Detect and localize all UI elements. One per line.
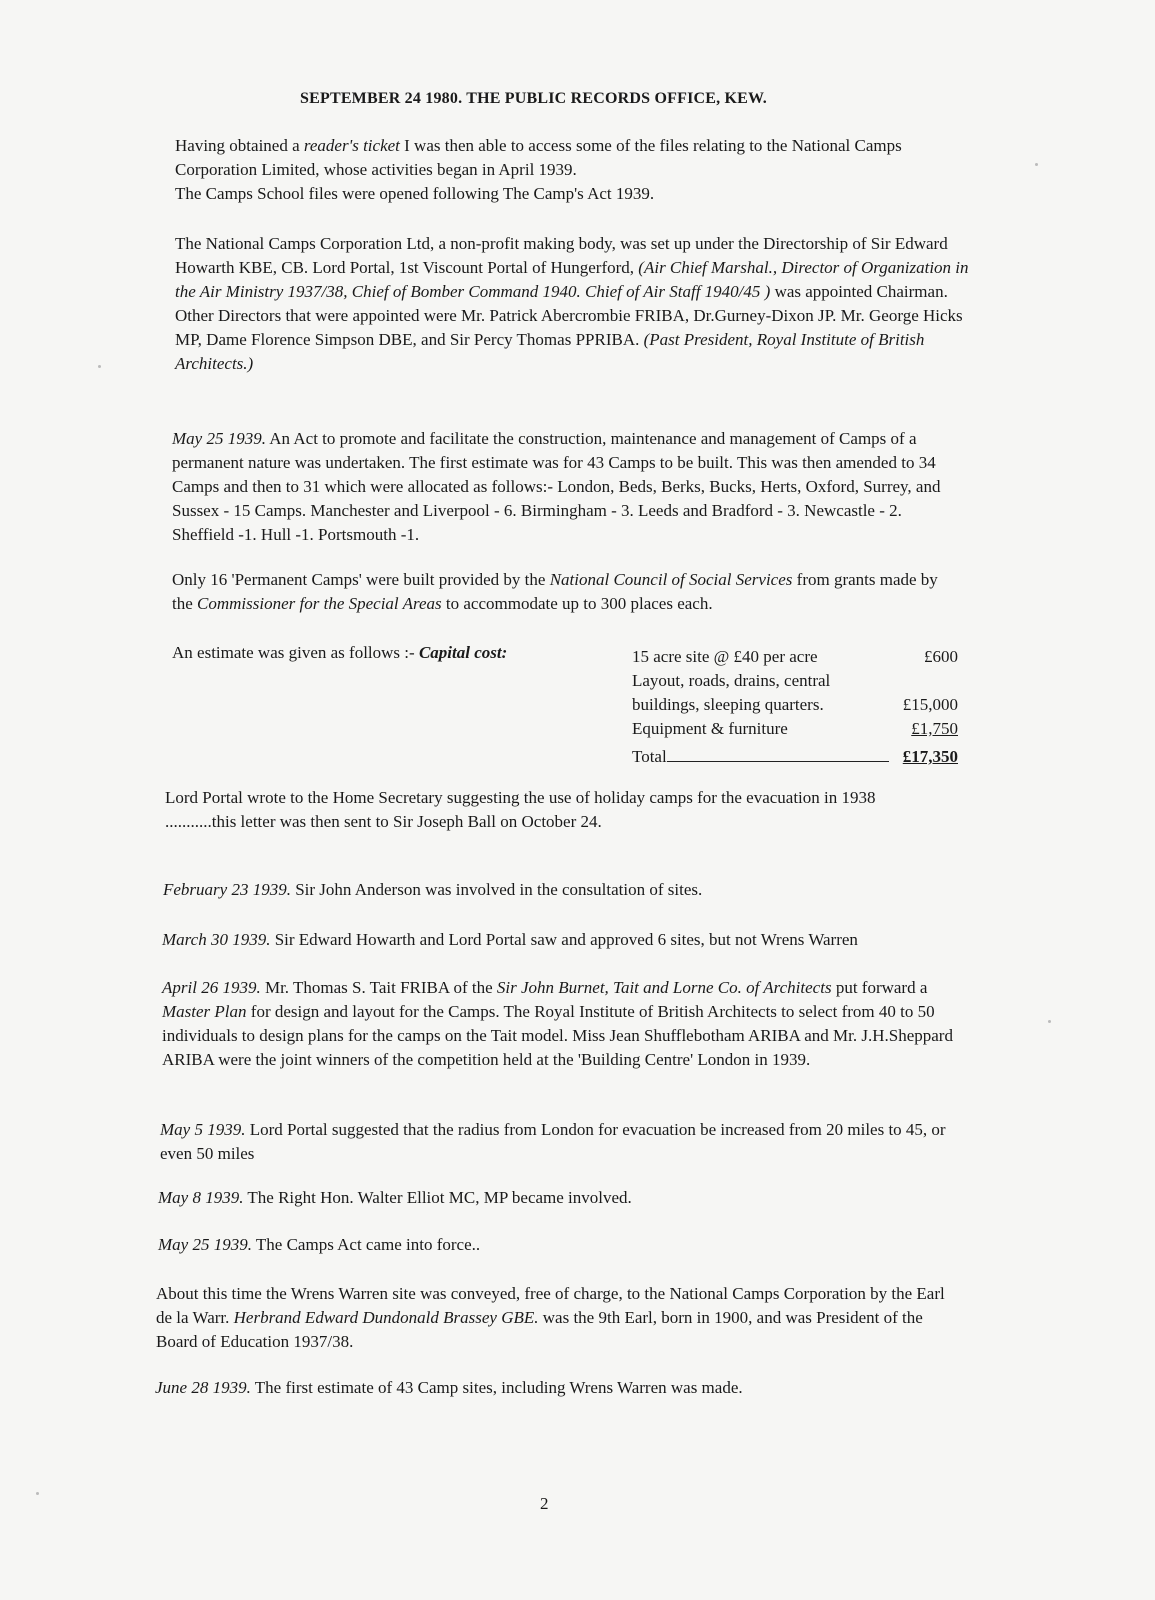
estimate-amount: £600: [924, 647, 958, 666]
text: An estimate was given as follows :-: [172, 643, 419, 662]
entry-date: May 25 1939.: [158, 1235, 252, 1254]
text: was appointed Chairman. Other Directors that were appointed were Mr. Patrick Abercrombie FRIBA, Dr.Gurney-Dixon JP. Mr. George Hicks MP, Dame Florence Simpson DBE, and Sir Percy Thomas PPRIBA.: [175, 282, 963, 349]
paragraph-readers-ticket: [175, 134, 965, 206]
paper-speck: [36, 1492, 39, 1495]
paper-speck: [98, 365, 101, 368]
text: Lord Portal suggested that the radius from London for evacuation be increased from 20 miles to 45, or even 50 miles: [160, 1120, 946, 1163]
entry-date: March 30 1939.: [162, 930, 271, 949]
text: Mr. Thomas S. Tait FRIBA of the: [260, 978, 497, 997]
text: The Camps Act came into force..: [251, 1235, 481, 1254]
paper-speck: [1048, 1020, 1051, 1023]
text-italic: Master Plan: [162, 1002, 247, 1021]
estimate-amount: £1,750: [911, 719, 958, 738]
total-rule: [667, 741, 889, 762]
entry-date: April 26 1939.: [162, 978, 261, 997]
entry-date: June 28 1939.: [155, 1378, 251, 1397]
text: The first estimate of 43 Camp sites, including Wrens Warren was made.: [250, 1378, 743, 1397]
paragraph-march-30: [162, 928, 942, 952]
text-italic: (Air Chief Marshal., Director of Organization in the Air Ministry 1937/38, Chief of Bomber Command 1940. Chief of Air Staff 1940/45 ): [175, 258, 969, 301]
text: put forward a: [831, 978, 928, 997]
page-title: SEPTEMBER 24 1980. THE PUBLIC RECORDS OFFICE, KEW.: [300, 90, 767, 107]
text: The National Camps Corporation Ltd, a non-profit making body, was set up under the Directorship of Sir Edward Howarth KBE, CB. Lord Portal, 1st Viscount Portal of Hungerford,: [175, 234, 948, 277]
text: ...........this letter was then sent to Sir Joseph Ball on October 24.: [165, 812, 602, 831]
estimate-row: [632, 693, 958, 717]
text: from grants made by the: [172, 570, 938, 613]
paragraph-wrens-warren: [156, 1282, 956, 1354]
text: Sir Edward Howarth and Lord Portal saw and approved 6 sites, but not Wrens Warren: [270, 930, 858, 949]
paper-speck: [1035, 163, 1038, 166]
text-italic: Sir John Burnet, Tait and Lorne Co. of Architects: [496, 978, 832, 997]
text-italic: Herbrand Edward Dundonald Brassey GBE.: [233, 1308, 539, 1327]
text-italic: Commissioner for the Special Areas: [197, 594, 442, 613]
estimate-item: Equipment & furniture: [632, 719, 788, 738]
estimate-table: [632, 645, 958, 769]
paragraph-april-26: [162, 976, 974, 1072]
entry-date: May 8 1939.: [158, 1188, 244, 1207]
paragraph-permanent-camps: [172, 568, 952, 616]
estimate-label: [172, 643, 507, 663]
text: Having obtained a: [175, 136, 304, 155]
paragraph-may-25-force: [158, 1233, 948, 1257]
paragraph-may-8: [158, 1186, 948, 1210]
paragraph-may-5: [160, 1118, 960, 1166]
estimate-item: buildings, sleeping quarters.: [632, 695, 824, 714]
paragraph-feb-23: [163, 878, 953, 902]
text: was the 9th Earl, born in 1900, and was President of the Board of Education 1937/38.: [156, 1308, 923, 1351]
entry-date: May 25 1939.: [172, 429, 266, 448]
text: for design and layout for the Camps. The Royal Institute of British Architects to select from 40 to 50 individuals to design plans for the camps on the Tait model. Miss Jean Shufflebotham ARIBA and Mr. J.H.Sheppard ARIBA were the joint winners of the competition held at the 'Building Centre' London in 1939.: [162, 1002, 953, 1069]
estimate-total-row: [632, 741, 958, 769]
estimate-amount: £15,000: [902, 695, 958, 714]
estimate-total-amount: £17,350: [902, 747, 958, 766]
text: Lord Portal wrote to the Home Secretary suggesting the use of holiday camps for the evacuation in 1938: [165, 788, 876, 807]
paragraph-corporation: [175, 232, 975, 376]
text-italic: (Past President, Royal Institute of British Architects.): [175, 330, 925, 373]
text: An Act to promote and facilitate the construction, maintenance and management of Camps of a permanent nature was undertaken. The first estimate was for 43 Camps to be built. This was then amended to 34 Camps and then to 31 which were allocated as follows:- London, Beds, Berks, Bucks, Herts, Oxford, Surrey, and Sussex - 15 Camps. Manchester and Liverpool - 6. Birmingham - 3. Leeds and Bradford - 3. Newcastle - 2. Sheffield -1. Hull -1. Portsmouth -1.: [172, 429, 941, 544]
text: Sir John Anderson was involved in the consultation of sites.: [290, 880, 703, 899]
text: About this time the Wrens Warren site was conveyed, free of charge, to the National Camps Corporation by the Earl de la Warr.: [156, 1284, 945, 1327]
text-italic: reader's ticket: [303, 136, 400, 155]
text: Only 16 'Permanent Camps' were built provided by the: [172, 570, 550, 589]
text: I was then able to access some of the files relating to the National Camps Corporation Limited, whose activities began in April 1939.: [175, 136, 902, 179]
entry-date: May 5 1939.: [160, 1120, 246, 1139]
estimate-item: 15 acre site @ £40 per acre: [632, 647, 818, 666]
paragraph-home-secretary: [165, 786, 955, 834]
entry-date: February 23 1939.: [163, 880, 291, 899]
estimate-total-label: Total: [632, 747, 667, 766]
estimate-item: Layout, roads, drains, central: [632, 671, 831, 690]
text: The Camps School files were opened following The Camp's Act 1939.: [175, 184, 655, 203]
estimate-row: [632, 717, 958, 741]
paragraph-june-28: [155, 1376, 955, 1400]
estimate-row: [632, 669, 958, 693]
text: to accommodate up to 300 places each.: [441, 594, 713, 613]
page-number: 2: [540, 1494, 549, 1513]
text-italic: National Council of Social Services: [549, 570, 793, 589]
capital-cost-label: Capital cost:: [418, 643, 508, 662]
estimate-row: [632, 645, 958, 669]
paragraph-may-25-act: [172, 427, 962, 547]
text: The Right Hon. Walter Elliot MC, MP became involved.: [243, 1188, 632, 1207]
